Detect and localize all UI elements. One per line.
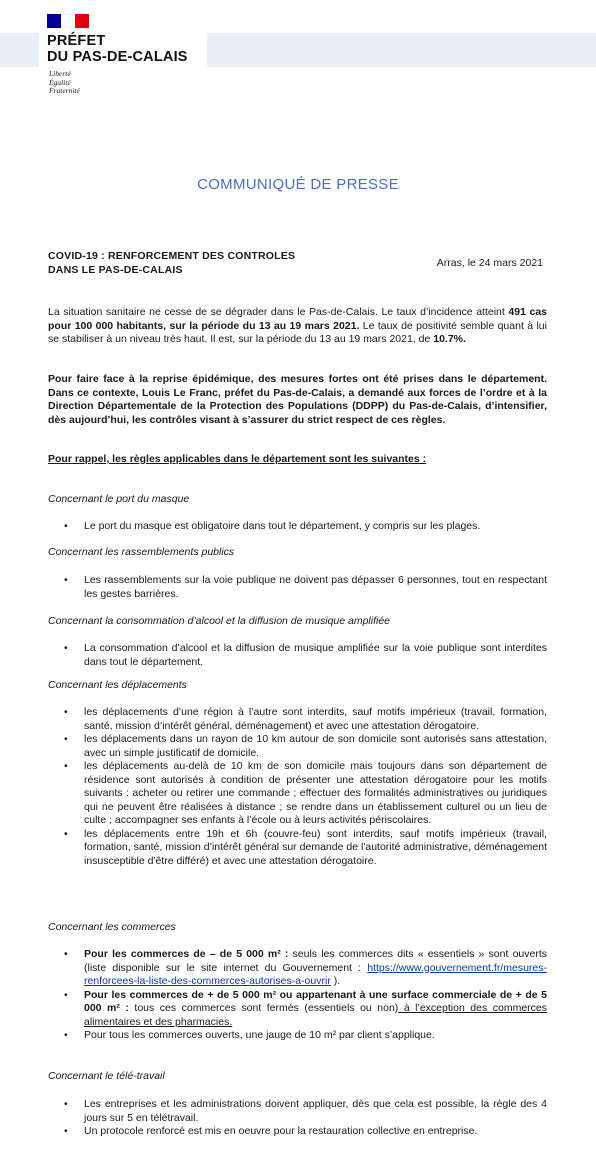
list-item: • les déplacements au-delà de 10 km de son domicile mais toujours dans son département de résidence sont autorisés à condition de présenter une attestation dérogatoire pour les motifs suivants : acheter ou retirer une commande ; effectuer des formalités administratives ou juridiques qui ne peuvent être réalisées à distance ; se rendre dans un établissement culturel ou un lieu de culte ; accompagner ses enfants à l’école ou à leurs activités périscolaires.: [48, 760, 547, 828]
list-alcool: [48, 642, 547, 669]
list-commerces: [48, 948, 547, 1043]
list-item: [48, 989, 547, 1030]
date: Arras, le 24 mars 2021: [436, 257, 543, 269]
document-title: COMMUNIQUÉ DE PRESSE: [197, 176, 399, 193]
section-heading-commerces: Concernant les commerces: [48, 921, 176, 933]
list-item: [48, 948, 547, 989]
section-heading-teletravail: Concernant le télé-travail: [48, 1070, 165, 1082]
motto-fraternite: Fraternité: [49, 86, 80, 95]
motto-liberte: Liberté: [49, 69, 71, 78]
subject-line1: COVID-19 : RENFORCEMENT DES CONTROLES: [48, 250, 296, 262]
government-list-link[interactable]: https://www.gouvernement.fr/mesures-renforcees-la-liste-des-commerces-autorises-a-ouvrir: [84, 961, 547, 987]
prefet-line2: DU PAS-DE-CALAIS: [47, 49, 188, 65]
section-heading-alcool: Concernant la consommation d’alcool et la diffusion de musique amplifiée: [48, 615, 391, 627]
section-heading-rassemblements: Concernant les rassemblements publics: [48, 546, 235, 558]
republic-motto: [49, 70, 80, 96]
list-item: • Un protocole renforcé est mis en oeuvre pour la restauration collective en entreprise.: [48, 1125, 547, 1139]
list-item: • les déplacements dans un rayon de 10 km autour de son domicile sont autorisés sans attestation, avec un simple justificatif de domicile.: [48, 733, 547, 760]
prefecture-name: [47, 33, 188, 65]
intro-paragraph: [48, 306, 547, 347]
list-item: • Pour tous les commerces ouverts, une jauge de 10 m² par client s’applique.: [48, 1029, 547, 1043]
measures-paragraph: Pour faire face à la reprise épidémique, des mesures fortes ont été prises dans le département. Dans ce contexte, Louis Le Franc, préfet du Pas-de-Calais, a demandé aux forces de l’ordre et à la Direction Départementale de la Protection des Populations (DDPP) du Pas-de-Calais, d’intensifier, dès aujourd’hui, les contrôles visant à s’assurer du strict respect de ces règles.: [48, 373, 547, 426]
commerce-2-exception: à l’exception des commerces alimentaires et des pharmacies.: [84, 1002, 548, 1028]
list-teletravail: [48, 1098, 547, 1139]
intro-text-1: La situation sanitaire ne cesse de se dégrader dans le Pas-de-Calais. Le taux d’incidence atteint: [48, 306, 509, 318]
commerce-2-text: tous ces commerces sont fermés (essentiels ou non): [128, 1002, 399, 1014]
commerce-1-title: Pour les commerces de – de 5 000 m² :: [84, 948, 289, 960]
list-item: • les déplacements d’une région à l’autre sont interdits, sauf motifs impérieux (travail, formation, santé, mission d’intérêt général, déménagement) et avec une attestation dérogatoire.: [48, 706, 547, 733]
list-deplacements: [48, 706, 547, 868]
motto-egalite: Égalité: [49, 77, 71, 87]
intro-incidence: 491 cas pour 100 000 habitants, sur la période du 13 au 19 mars 2021.: [48, 306, 547, 332]
list-rassemblements: [48, 574, 547, 601]
commerce-1-end: ).: [330, 975, 341, 987]
list-item: • La consommation d’alcool et la diffusion de musique amplifiée sur la voie publique sont interdites dans tout le département.: [48, 642, 547, 669]
prefet-line1: PRÉFET: [47, 33, 106, 49]
list-item: • Les rassemblements sur la voie publique ne doivent pas dépasser 6 personnes, tout en respectant les gestes barrières.: [48, 574, 547, 601]
list-item: • Les entreprises et les administrations doivent appliquer, dès que cela est possible, la règle des 4 jours sur 5 en télétravail.: [48, 1098, 547, 1125]
intro-positivity: 10.7%.: [433, 333, 466, 345]
commerce-1-text: seuls les commerces dits « essentiels » sont ouverts (liste disponible sur le site internet du Gouvernement :: [84, 948, 547, 974]
subject: [48, 249, 295, 277]
section-heading-deplacements: Concernant les déplacements: [48, 679, 187, 691]
subject-line2: DANS LE PAS-DE-CALAIS: [48, 264, 183, 276]
section-heading-masque: Concernant le port du masque: [48, 493, 190, 505]
list-item: • Le port du masque est obligatoire dans tout le département, y compris sur les plages.: [48, 520, 547, 534]
intro-text-2: Le taux de positivité semble quant à lui se stabiliser à un niveau très haut. Il est, sur la période du 13 au 19 mars 2021, de: [48, 319, 547, 345]
list-masque: [48, 520, 547, 534]
commerce-2-title: Pour les commerces de + de 5 000 m² ou appartenant à une surface commerciale de + de 5 000 m² :: [84, 988, 547, 1014]
french-flag-icon: [47, 14, 89, 28]
list-item: • les déplacements entre 19h et 6h (couvre-feu) sont interdits, sauf motifs impérieux (travail, formation, santé, mission d’intérêt général sur demande de l'autorité administrative, déménagement insusceptible d'être différé) et avec une attestation dérogatoire.: [48, 828, 547, 869]
rules-heading: Pour rappel, les règles applicables dans le département sont les suivantes :: [48, 453, 427, 465]
